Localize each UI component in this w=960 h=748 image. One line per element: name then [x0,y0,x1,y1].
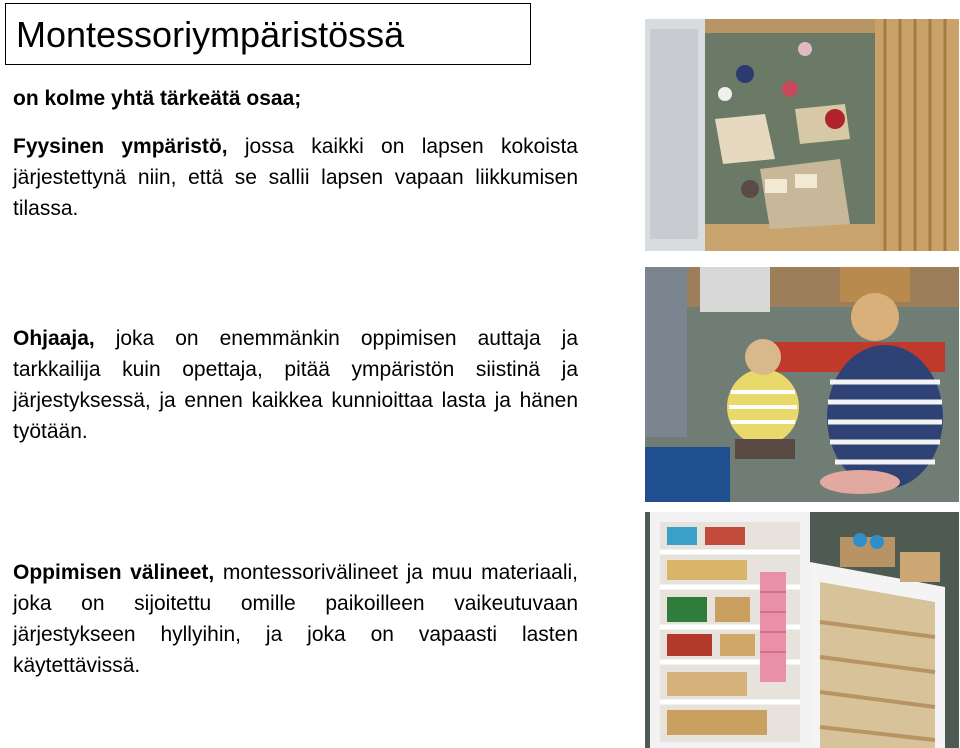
classroom-overview-photo [645,19,959,251]
section-physical-environment [13,131,578,224]
section-term: Ohjaaja, [13,327,95,350]
slide-title: Montessoriympäristössä [5,3,531,65]
section-guide [13,323,578,447]
section-text: montessorivälineet ja muu materiaali, joka on sijoitettu omille paikoilleen vaikeutuvaan järjestykseen hyllyihin, ja joka on vapaasti lasten käytettävissä. [13,561,578,677]
section-text: jossa kaikki on lapsen kokoista järjestettynä niin, että se sallii lapsen vapaan liikkumisen tilassa. [13,135,578,220]
montessori-shelves-photo [645,512,959,748]
section-term: Oppimisen välineet, [13,561,215,584]
section-learning-materials [13,557,578,681]
section-term: Fyysinen ympäristö, [13,135,228,158]
section-text: joka on enemmänkin oppimisen auttaja ja tarkkailija kuin opettaja, pitää ympäristön siistinä ja järjestyksessä, ja ennen kaikkea kunnioittaa lasta ja hänen työtään. [13,327,578,443]
intro-text: on kolme yhtä tärkeätä osaa; [13,87,302,110]
teacher-with-child-photo [645,267,959,502]
